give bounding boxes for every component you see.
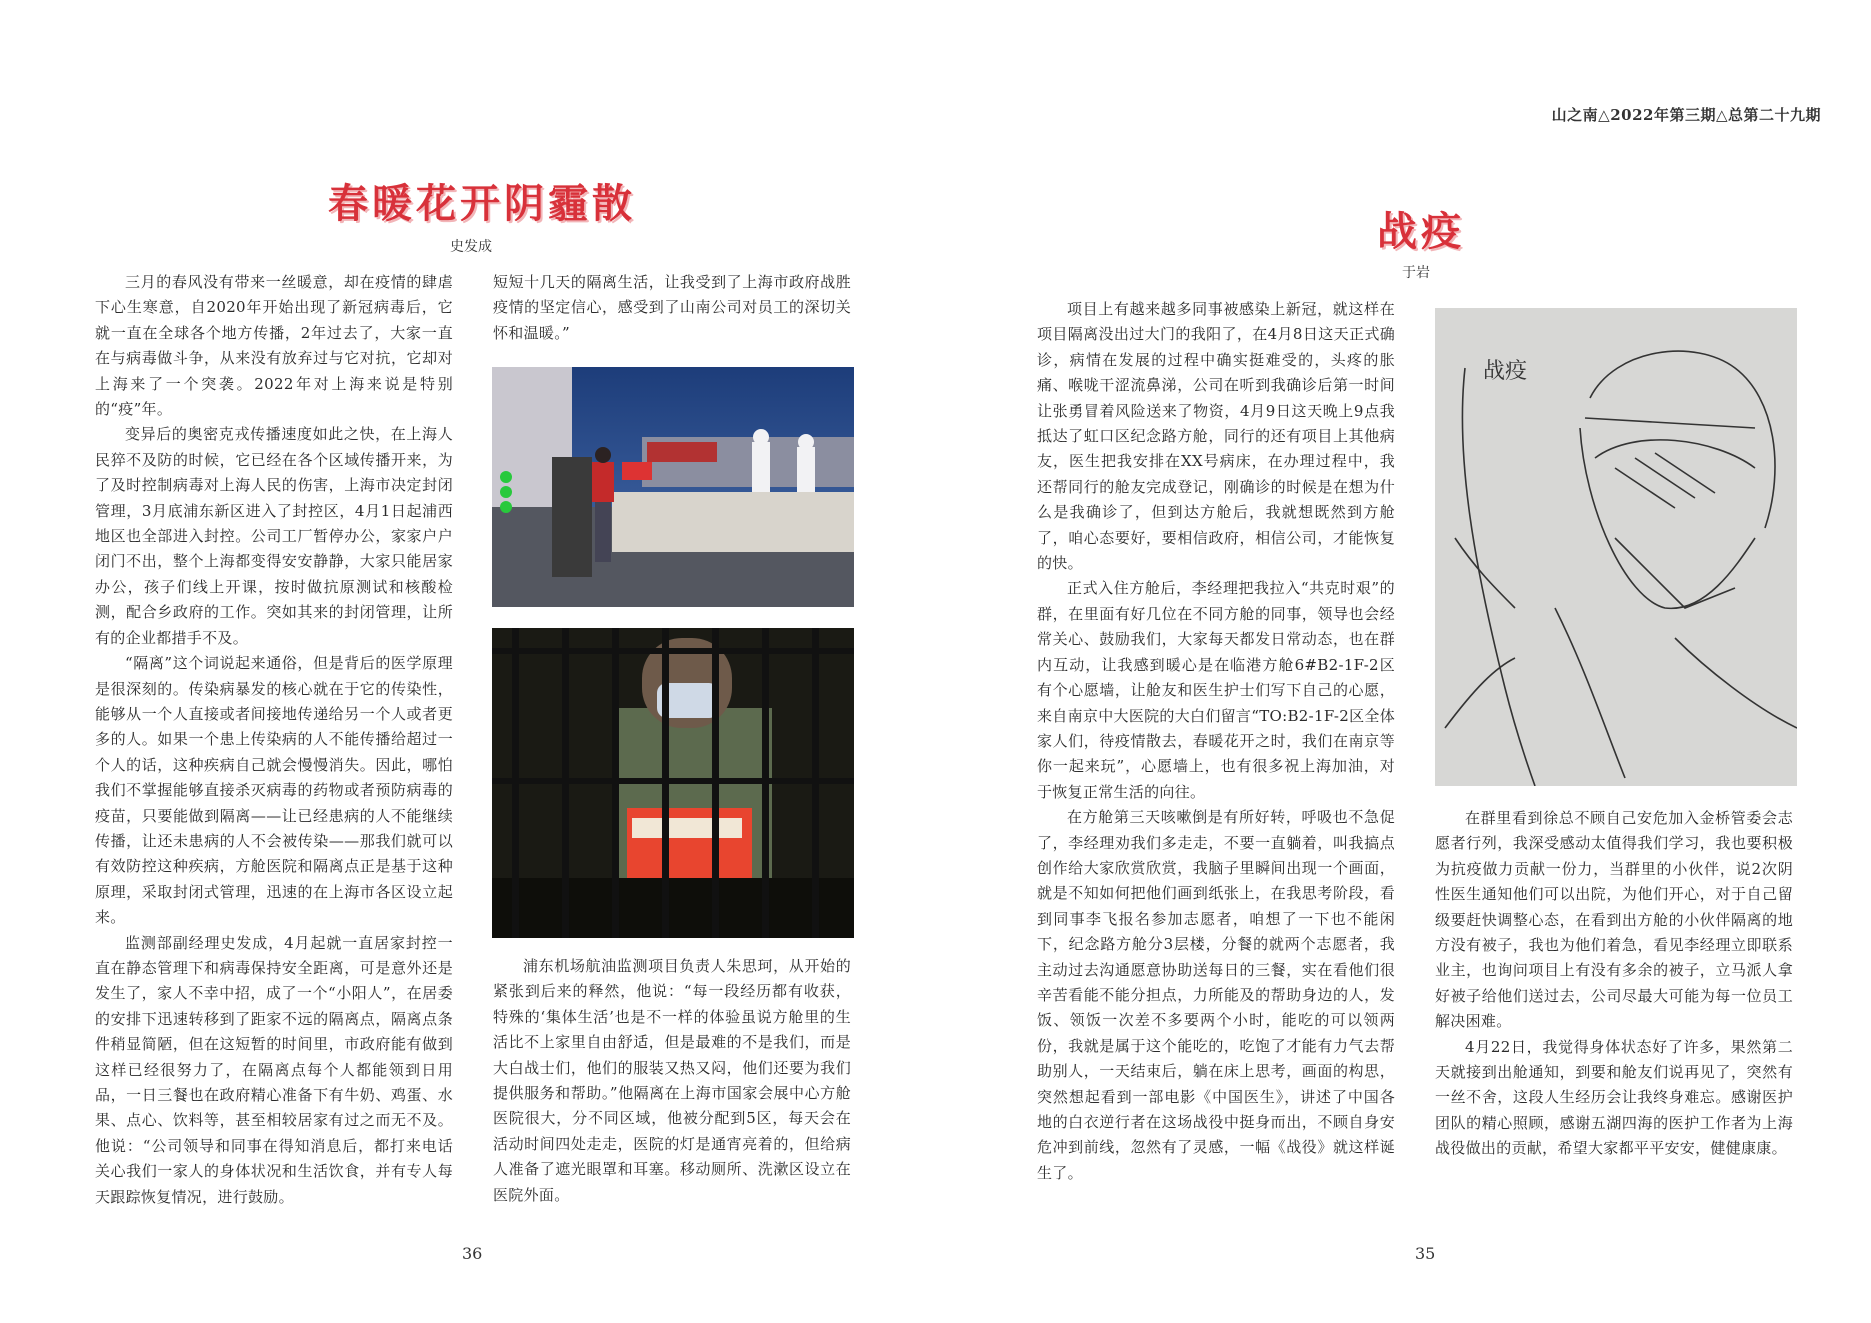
pencil-drawing [1435,308,1797,786]
author-right: 于岩 [1402,265,1430,281]
left-column-1 [95,270,453,1210]
paragraph: 三月的春风没有带来一丝暖意，却在疫情的肆虐下心生寒意，自2020年开始出现了新冠病毒后，它就一直在全球各个地方传播，2年过去了，大家一直在与病毒做斗争，从来没有放弃过与它对抗，它却对上海来了一个突袭。2022年对上海来说是特别的“疫”年。 [95,273,453,419]
issue-header: 山之南△2022年第三期△总第二十九期 [1551,106,1821,124]
article-title-left: 春暖花开阴霾散 [328,181,636,227]
left-page [0,0,935,1323]
left-column-2-top [493,270,851,346]
photo-man-behind-gate [492,628,854,938]
left-column-2-bottom [493,954,851,1208]
paragraph: 浦东机场航油监测项目负责人朱思珂，从开始的紧张到后来的释然，他说：“每一段经历都有收获，特殊的‘集体生活’也是不一样的体验虽说方舱里的生活比不上家里自由舒适，但是最难的不是我们，而是大白战士们，他们的服装又热又闷，他们还要为我们提供服务和帮助。”他隔离在上海市国家会展中心方舱医院很大，分不同区域，他被分配到5区，每天会在活动时间四处走走，医院的灯是通宵亮着的，但给病人准备了遮光眼罩和耳塞。移动厕所、洗漱区设立在医院外面。 [493,957,851,1204]
page-number-left: 36 [462,1244,483,1263]
article-title-right: 战疫 [1377,209,1465,255]
paragraph: 变异后的奥密克戎传播速度如此之快，在上海人民猝不及防的时候，它已经在各个区域传播开来，为了及时控制病毒对上海人民的伤害，上海市决定封闭管理，3月底浦东新区进入了封控区，4月1日起浦西地区也全部进入封控。公司工厂暂停办公，家家户户闭门不出，整个上海都变得安安静静，大家只能居家办公，孩子们线上开课，按时做抗原测试和核酸检测，配合乡政府的工作。突如其来的封闭管理，让所有的企业都措手不及。 [95,425,453,647]
right-column-2 [1435,806,1793,1162]
photo-checkpoint [492,367,854,607]
right-page [935,0,1871,1323]
drawing-caption: 战疫 [1483,359,1528,384]
paragraph: 4月22日，我觉得身体状态好了许多，果然第二天就接到出舱通知，到要和舱友们说再见了，突然有一丝不舍，这段人生经历会让我终身难忘。感谢医护团队的精心照顾，感谢五湖四海的医护工作者为上海战役做出的贡献，希望大家都平平安安，健健康康。 [1435,1037,1793,1158]
page-number-right: 35 [1415,1244,1436,1263]
paragraph: 短短十几天的隔离生活，让我受到了上海市政府战胜疫情的坚定信心，感受到了山南公司对员工的深切关怀和温暖。” [493,273,851,342]
paragraph: 在方舱第三天咳嗽倒是有所好转，呼吸也不急促了，李经理劝我们多走走，不要一直躺着，叫我搞点创作给大家欣赏欣赏，我脑子里瞬间出现一个画面，就是不知如何把他们画到纸张上，在我思考阶段，看到同事李飞报名参加志愿者，咱想了一下也不能闲下，纪念路方舱分3层楼，分餐的就两个志愿者，我主动过去沟通愿意协助送每日的三餐，实在看他们很辛苦看能不能分担点，力所能及的帮助身边的人，发饭、领饭一次差不多要两个小时，能吃的可以领两份，我就是属于这个能吃的，吃饱了才能有力气去帮助别人，一天结束后，躺在床上思考，画面的构思，突然想起看到一部电影《中国医生》，讲述了中国各地的白衣逆行者在这场战役中挺身而出，不顾自身安危冲到前线，忽然有了灵感，一幅《战役》就这样诞生了。 [1037,808,1395,1182]
right-column-1 [1037,297,1395,1186]
paragraph: “隔离”这个词说起来通俗，但是背后的医学原理是很深刻的。传染病暴发的核心就在于它的传染性，能够从一个人直接或者间接地传递给另一个人或者更多的人。如果一个患上传染病的人不能传播给超过一个人的话，这种疾病自己就会慢慢消失。因此，哪怕我们不掌握能够直接杀灭病毒的药物或者预防病毒的疫苗，只要能做到隔离——让已经患病的人不能继续传播，让还未患病的人不会被传染——那我们就可以有效防控这种疾病，方舱医院和隔离点正是基于这种原理，采取封闭式管理，迅速的在上海市各区设立起来。 [95,654,453,927]
paragraph: 项目上有越来越多同事被感染上新冠，就这样在项目隔离没出过大门的我阳了，在4月8日这天正式确诊，病情在发展的过程中确实挺难受的，头疼的胀痛、喉咙干涩流鼻涕，公司在听到我确诊后第一时间让张勇冒着风险送来了物资，4月9日这天晚上9点我抵达了虹口区纪念路方舱，同行的还有项目上其他病友，医生把我安排在XX号病床，在办理过程中，我还帮同行的舱友完成登记，刚确诊的时候是在想为什么是我确诊了，但到达方舱后，我就想既然到方舱了，咱心态要好，要相信政府，相信公司，才能恢复的快。 [1037,300,1395,573]
paragraph: 在群里看到徐总不顾自己安危加入金桥管委会志愿者行列，我深受感动太值得我们学习，我也要积极为抗疫做力贡献一份力，当群里的小伙伴，说2次阴性医生通知他们可以出院，为他们开心，对于自己留级要赶快调整心态，在看到出方舱的小伙伴隔离的地方没有被子，我也为他们着急，看见李经理立即联系业主，也询问项目上有没有多余的被子，立马派人拿好被子给他们送过去，公司尽最大可能为每一位员工解决困难。 [1435,809,1793,1031]
author-left: 史发成 [450,239,492,255]
paragraph: 监测部副经理史发成，4月起就一直居家封控一直在静态管理下和病毒保持安全距离，可是意外还是发生了，家人不幸中招，成了一个“小阳人”，在居委的安排下迅速转移到了距家不远的隔离点，隔离点条件稍显简陋，但在这短暂的时间里，市政府能有做到这样已经很努力了，在隔离点每个人都能领到日用品，一日三餐也在政府精心准备下有牛奶、鸡蛋、水果、点心、饮料等，甚至相较居家有过之而无不及。他说：“公司领导和同事在得知消息后，都打来电话关心我们一家人的身体状况和生活饮食，并有专人每天跟踪恢复情况，进行鼓励。 [95,933,453,1206]
paragraph: 正式入住方舱后，李经理把我拉入“共克时艰”的群，在里面有好几位在不同方舱的同事，领导也会经常关心、鼓励我们，大家每天都发日常动态，也在群内互动，让我感到暖心是在临港方舱6#B2-1F-2区有个心愿墙，让舱友和医生护士们写下自己的心愿，来自南京中大医院的大白们留言“TO:B2-1F-2区全体家人们，待疫情散去，春暖花开之时，我们在南京等你一起来玩”，心愿墙上，也有很多祝上海加油，对于恢复正常生活的向往。 [1037,579,1395,801]
